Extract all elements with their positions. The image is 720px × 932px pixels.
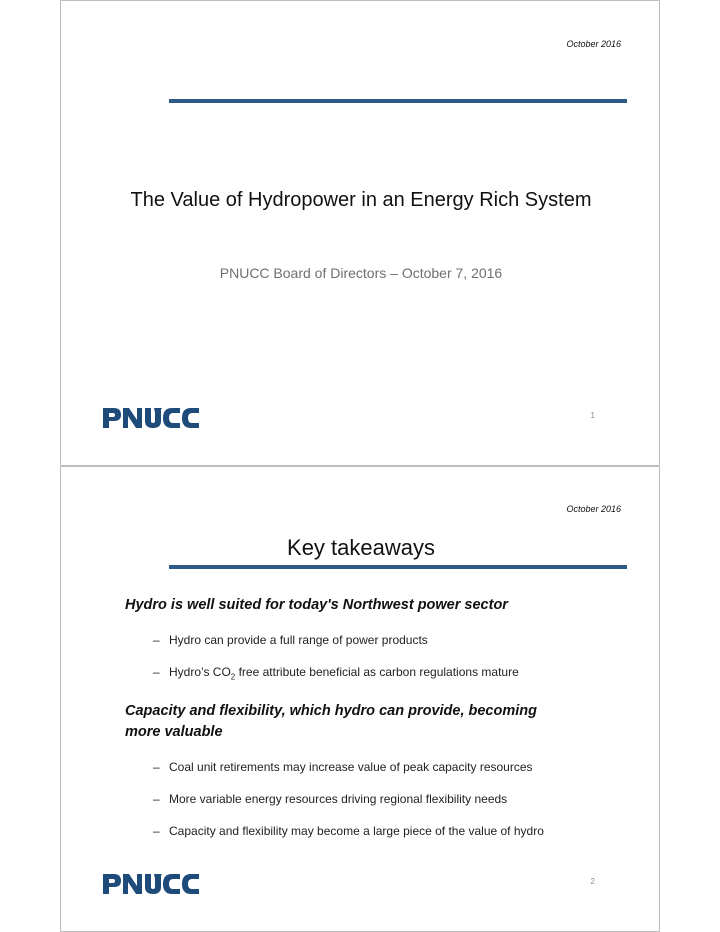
co2-subscript: 2 [230,672,236,682]
sub-point [153,665,519,681]
dash-bullet: – [153,792,160,806]
sub-point-text: Capacity and flexibility may become a large piece of the value of hydro [169,824,544,838]
title-rule [169,565,627,569]
dash-bullet: – [153,665,160,679]
dash-bullet: – [153,824,160,838]
sub-point-text: More variable energy resources driving regional flexibility needs [169,792,508,806]
slide-date: October 2016 [566,39,621,49]
slide-title: The Value of Hydropower in an Energy Rich System [130,189,592,211]
sub-point-text: Hydro can provide a full range of power products [169,633,428,647]
sub-point-text: Hydro’s CO [169,665,231,679]
dash-bullet: – [153,633,160,647]
dash-bullet: – [153,760,160,774]
title-rule [169,99,627,103]
page-number: 1 [590,411,595,420]
sub-point [153,760,533,774]
pnucc-logo [101,405,201,431]
slide-1 [60,0,660,466]
sub-point [153,792,507,806]
slide-date: October 2016 [566,504,621,514]
pnucc-logo [101,871,201,897]
sub-point-text: free attribute beneficial as carbon regulations mature [235,665,519,679]
sub-point-text: Coal unit retirements may increase value of peak capacity resources [169,760,533,774]
sub-point [153,824,544,838]
key-point-1: Hydro is well suited for today's Northwest power sector [125,597,508,613]
slide-2 [60,466,660,932]
sub-point [153,633,428,647]
page-number: 2 [590,877,595,886]
slide-subtitle: PNUCC Board of Directors – October 7, 2016 [219,265,503,281]
key-point-2: Capacity and flexibility, which hydro can provide, becoming more valuable [125,703,537,740]
slide-title: Key takeaways [287,535,435,560]
